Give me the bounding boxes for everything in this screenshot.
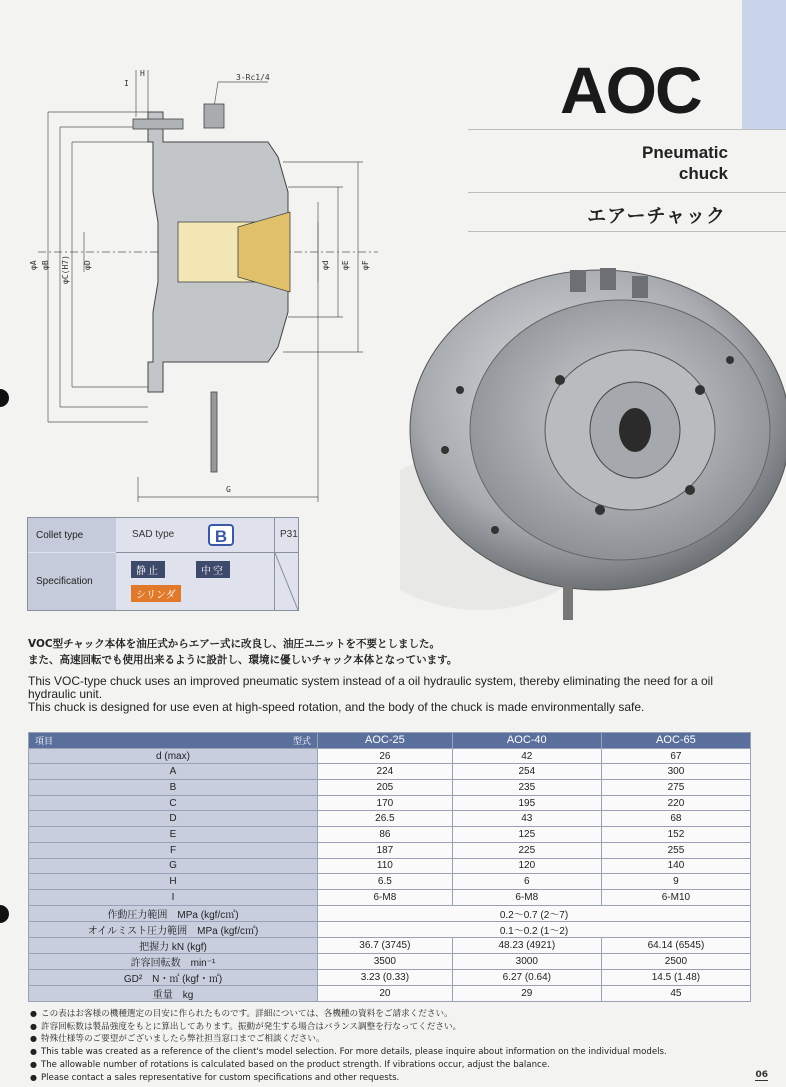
spec-divider [116,552,298,553]
subtitle-jp-divider [468,231,786,232]
table-cell: 195 [452,795,601,811]
footnote: ● Please contact a sales representative for custom specifications and other requests. [30,1072,667,1085]
chuck-product-photo [400,240,786,630]
corner-item-label: 項目 [35,736,54,746]
subtitle-jp: エアーチャック [587,205,726,227]
title-divider [468,129,786,130]
table-cell: 6-M8 [452,889,601,905]
intro-jp-line1: VOC型チャック本体を油圧式からエアー式に改良し、油圧ユニットを不要としました。 [28,638,441,650]
table-cell: 235 [452,780,601,796]
table-cell: 0.2～0.7 (2～7) [318,905,751,921]
table-corner [29,733,318,749]
dim-label-phi-c: φC(H7) [61,255,70,284]
table-cell: 255 [601,842,750,858]
model-header: AOC-25 [318,733,453,749]
row-label: B [29,780,318,796]
table-cell: 170 [318,795,453,811]
table-cell: 64.14 (6545) [601,937,750,953]
row-label: H [29,874,318,890]
table-row [29,795,751,811]
table-cell: 6 [452,874,601,890]
collet-type-label: Collet type [28,518,116,552]
table-row [29,953,751,969]
air-port-shape [204,104,224,128]
footnotes [30,1008,667,1084]
dim-label-h: H [140,69,145,78]
table-cell: 300 [601,764,750,780]
table-row [29,937,751,953]
table-row [29,748,751,764]
pipe-shape [211,392,217,472]
table-cell: 36.7 (3745) [318,937,453,953]
collet-type-value: SAD type [132,529,175,540]
intro-jp-line2: また、高速回転でも使用出来るように設計し、環境に優しいチャック本体となっています。 [28,654,458,666]
dim-label-phi-f: φF [361,260,370,270]
table-cell: 29 [452,985,601,1001]
table-cell: 140 [601,858,750,874]
binder-hole-bottom [0,905,9,923]
table-cell: 45 [601,985,750,1001]
row-label: 作動圧力範囲 MPa (kgf/c㎡) [29,905,318,921]
subtitle-divider [468,192,786,193]
page-number: 06 [755,1070,768,1080]
footnote: ● 許容回転数は製品強度をもとに算出してあります。振動が発生する場合はバランス調整を行なってください。 [30,1021,667,1034]
table-row [29,827,751,843]
table-cell: 6-M10 [601,889,750,905]
model-header: AOC-65 [601,733,750,749]
table-row [29,905,751,921]
dim-label-i: I [124,79,129,88]
table-header-row [29,733,751,749]
table-cell: 68 [601,811,750,827]
table-row [29,969,751,985]
dim-label-phi-d: φd [321,260,330,270]
intro-jp [28,636,457,668]
table-cell: 6.5 [318,874,453,890]
table-row [29,764,751,780]
row-label: A [29,764,318,780]
footnote: ● 特殊仕様等のご要望がございましたら弊社担当窓口までご相談ください。 [30,1033,667,1046]
row-label: G [29,858,318,874]
table-row [29,780,751,796]
row-label: F [29,842,318,858]
table-cell: 205 [318,780,453,796]
model-header: AOC-40 [452,733,601,749]
table-cell: 120 [452,858,601,874]
table-cell: 2500 [601,953,750,969]
table-cell: 48.23 (4921) [452,937,601,953]
footnote: ● This table was created as a reference of the client's model selection. For more details, please inquire about information on the individual models. [30,1046,667,1059]
intro-en-line1: This VOC-type chuck uses an improved pneumatic system instead of a oil hydraulic system, thereby eliminating the need for a oil hydraulic unit. [28,674,713,701]
table-cell: 6-M8 [318,889,453,905]
dim-label-phi-a: φA [29,260,38,270]
row-label: 把握力 kN (kgf) [29,937,318,953]
table-cell: 9 [601,874,750,890]
corner-model-label: 型式 [292,736,311,746]
table-cell: 43 [452,811,601,827]
table-cell: 14.5 (1.48) [601,969,750,985]
table-row [29,921,751,937]
table-row [29,985,751,1001]
dim-label-port: 3-Rc1/4 [236,73,270,82]
table-row [29,889,751,905]
table-cell: 42 [452,748,601,764]
subtitle-en [642,142,728,184]
table-cell: 275 [601,780,750,796]
table-cell: 3.23 (0.33) [318,969,453,985]
row-label: I [29,889,318,905]
spec-box [27,517,299,611]
dim-label-phi-b: φB [41,260,50,270]
footnote: ● The allowable number of rotations is calculated based on the product strength. If vibrations occur, adjust the balance. [30,1059,667,1072]
table-cell: 125 [452,827,601,843]
table-cell: 20 [318,985,453,1001]
table-cell: 224 [318,764,453,780]
table-cell: 86 [318,827,453,843]
intro-en-line2: This chuck is designed for use even at high-speed rotation, and the body of the chuck is made environmentally safe. [28,700,645,714]
table-cell: 254 [452,764,601,780]
page-title: AOC [560,53,701,127]
table-cell: 110 [318,858,453,874]
table-cell: 0.1～0.2 (1～2) [318,921,751,937]
collet-page-ref: P31 [280,529,298,540]
row-label: D [29,811,318,827]
table-cell: 26.5 [318,811,453,827]
tag-hollow: 中空 [196,561,230,578]
table-cell: 152 [601,827,750,843]
table-cell: 187 [318,842,453,858]
table-row [29,842,751,858]
intro-en [28,675,758,714]
table-cell: 220 [601,795,750,811]
spec-table [28,732,751,1002]
table-cell: 225 [452,842,601,858]
table-cell: 3000 [452,953,601,969]
subtitle-en-line2: chuck [678,164,728,183]
tag-static: 静止 [131,561,165,578]
collet-badge: B [208,524,234,546]
table-row [29,874,751,890]
side-color-strip [742,0,786,130]
dim-label-phi-upper-d: φD [83,260,92,270]
table-row [29,811,751,827]
dim-label-phi-e: φE [341,260,350,270]
row-label: GD² N・㎡ (kgf・㎡) [29,969,318,985]
spec-empty-cell-slash [275,553,298,610]
table-cell: 67 [601,748,750,764]
binder-hole-top [0,389,9,407]
row-label: C [29,795,318,811]
table-cell: 3500 [318,953,453,969]
footnote: ● この表はお客様の機種選定の目安に作られたものです。詳細については、各機種の資料をご請求ください。 [30,1008,667,1021]
cross-section-drawing [28,62,388,512]
row-label: d (max) [29,748,318,764]
row-label: E [29,827,318,843]
row-label: 重量 kg [29,985,318,1001]
dim-label-g: G [226,485,231,494]
table-cell: 6.27 (0.64) [452,969,601,985]
table-row [29,858,751,874]
bolt-shape [133,119,183,129]
subtitle-en-line1: Pneumatic [642,143,728,162]
tag-cylinder: シリンダ [131,585,181,602]
table-cell: 26 [318,748,453,764]
row-label: 許容回転数 min⁻¹ [29,953,318,969]
specification-label: Specification [28,553,116,610]
row-label: オイルミスト圧力範囲 MPa (kgf/c㎡) [29,921,318,937]
